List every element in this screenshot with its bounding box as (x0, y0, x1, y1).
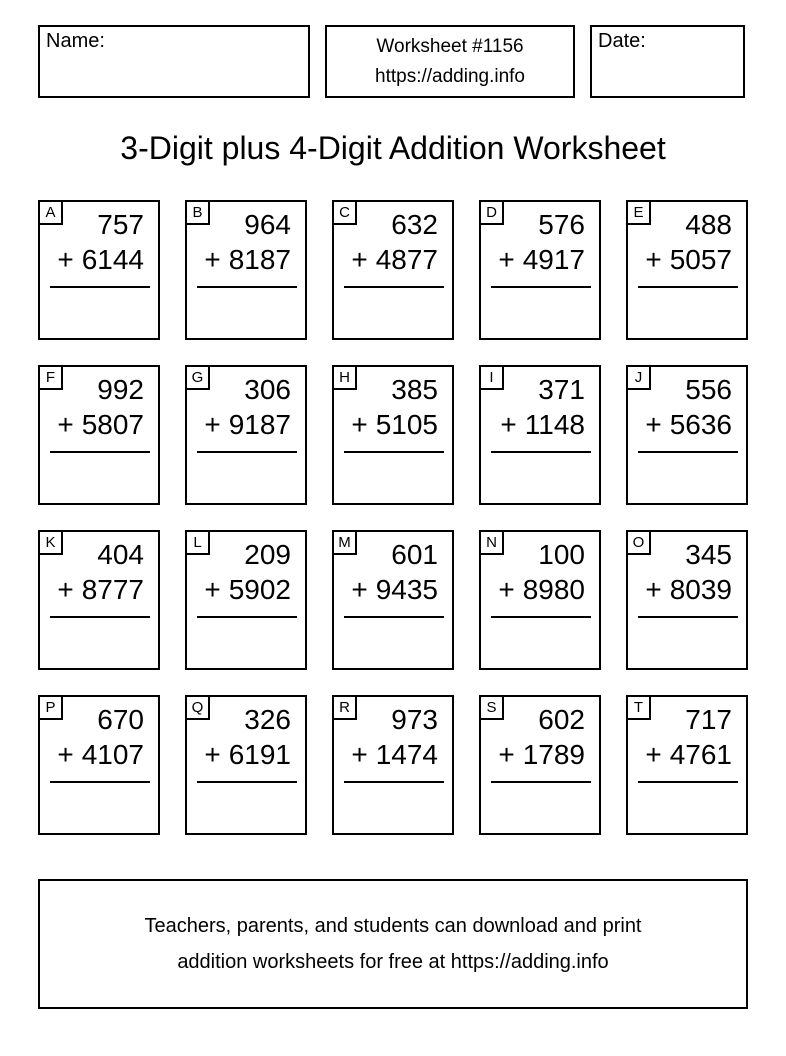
problem-letter-badge: J (628, 367, 651, 390)
plus-operator: + (500, 409, 517, 440)
problem-letter-badge: Q (187, 697, 210, 720)
problem-letter-badge: M (334, 532, 357, 555)
problem-card (38, 365, 160, 505)
problems-grid (38, 200, 748, 835)
answer-space (638, 288, 732, 334)
addend-top: 385 (391, 374, 438, 405)
addend-top: 326 (244, 704, 291, 735)
answer-space (197, 453, 291, 499)
answer-space (344, 288, 438, 334)
answer-space (50, 453, 144, 499)
bottom-addend-row (638, 407, 732, 443)
bottom-addend-row (344, 242, 438, 278)
bottom-addend-row (638, 572, 732, 608)
problem-card (185, 695, 307, 835)
name-label: Name: (46, 30, 105, 52)
answer-space (491, 618, 585, 664)
addend-top: 670 (97, 704, 144, 735)
plus-operator: + (204, 409, 221, 440)
addend-top: 964 (244, 209, 291, 240)
bottom-addend-row (491, 572, 585, 608)
plus-operator: + (351, 574, 368, 605)
plus-operator: + (57, 739, 74, 770)
problem-letter-badge: B (187, 202, 210, 225)
problem-card (626, 530, 748, 670)
problem-letter-badge: H (334, 367, 357, 390)
addend-top: 306 (244, 374, 291, 405)
addend-bottom: 9187 (228, 409, 291, 440)
plus-operator: + (645, 739, 662, 770)
problem-letter-badge: K (40, 532, 63, 555)
problem-card (38, 530, 160, 670)
bottom-addend-row (197, 242, 291, 278)
addend-top: 601 (391, 539, 438, 570)
bottom-addend-row (50, 572, 144, 608)
problem-letter-badge: N (481, 532, 504, 555)
worksheet-number: Worksheet #1156 (376, 35, 524, 57)
problem-card (332, 200, 454, 340)
problem-letter-badge: L (187, 532, 210, 555)
problem-card (185, 200, 307, 340)
addend-bottom: 5105 (375, 409, 438, 440)
problem-card (626, 200, 748, 340)
addend-bottom: 5807 (81, 409, 144, 440)
addend-top: 632 (391, 209, 438, 240)
answer-space (50, 618, 144, 664)
addend-top: 404 (97, 539, 144, 570)
addend-bottom: 5057 (669, 244, 732, 275)
problem-card (38, 695, 160, 835)
answer-space (197, 288, 291, 334)
addend-bottom: 8777 (81, 574, 144, 605)
plus-operator: + (351, 739, 368, 770)
footer-line-1: Teachers, parents, and students can download and print (144, 915, 642, 937)
page-title: 3-Digit plus 4-Digit Addition Worksheet (120, 130, 666, 166)
problem-letter-badge: I (481, 367, 504, 390)
problem-letter-badge: D (481, 202, 504, 225)
problem-card (185, 365, 307, 505)
answer-space (197, 783, 291, 829)
problem-card (626, 695, 748, 835)
problem-card (479, 365, 601, 505)
plus-operator: + (57, 574, 74, 605)
problem-letter-badge: T (628, 697, 651, 720)
addend-bottom: 8039 (669, 574, 732, 605)
plus-operator: + (498, 739, 515, 770)
bottom-addend-row (344, 572, 438, 608)
plus-operator: + (351, 409, 368, 440)
addend-top: 345 (685, 539, 732, 570)
answer-space (491, 453, 585, 499)
plus-operator: + (645, 409, 662, 440)
worksheet-info-box (325, 25, 575, 98)
addend-bottom: 1148 (524, 409, 585, 440)
addend-top: 757 (97, 209, 144, 240)
bottom-addend-row (50, 407, 144, 443)
answer-space (344, 453, 438, 499)
bottom-addend-row (638, 737, 732, 773)
plus-operator: + (57, 409, 74, 440)
problem-card (626, 365, 748, 505)
answer-space (638, 783, 732, 829)
bottom-addend-row (344, 737, 438, 773)
addend-top: 576 (538, 209, 585, 240)
addend-top: 717 (685, 704, 732, 735)
bottom-addend-row (50, 737, 144, 773)
bottom-addend-row (197, 407, 291, 443)
addend-bottom: 5636 (669, 409, 732, 440)
addend-top: 209 (244, 539, 291, 570)
problem-letter-badge: E (628, 202, 651, 225)
problem-card (479, 200, 601, 340)
addend-bottom: 4761 (669, 739, 732, 770)
problem-card (38, 200, 160, 340)
problem-card (185, 530, 307, 670)
problem-letter-badge: O (628, 532, 651, 555)
addend-bottom: 9435 (375, 574, 438, 605)
problem-letter-badge: S (481, 697, 504, 720)
addend-bottom: 5902 (228, 574, 291, 605)
addend-bottom: 6144 (81, 244, 144, 275)
addend-top: 992 (97, 374, 144, 405)
bottom-addend-row (50, 242, 144, 278)
plus-operator: + (498, 574, 515, 605)
answer-space (638, 618, 732, 664)
bottom-addend-row (197, 572, 291, 608)
plus-operator: + (351, 244, 368, 275)
addend-top: 371 (538, 374, 585, 405)
answer-space (638, 453, 732, 499)
answer-space (50, 288, 144, 334)
answer-space (491, 783, 585, 829)
bottom-addend-row (491, 407, 585, 443)
bottom-addend-row (344, 407, 438, 443)
answer-space (50, 783, 144, 829)
problem-letter-badge: C (334, 202, 357, 225)
addend-top: 100 (538, 539, 585, 570)
problem-card (332, 530, 454, 670)
bottom-addend-row (638, 242, 732, 278)
addend-bottom: 4877 (375, 244, 438, 275)
problem-card (479, 695, 601, 835)
problem-letter-badge: F (40, 367, 63, 390)
answer-space (197, 618, 291, 664)
problem-card (332, 695, 454, 835)
plus-operator: + (645, 244, 662, 275)
addend-bottom: 4917 (522, 244, 585, 275)
addend-bottom: 8980 (522, 574, 585, 605)
answer-space (491, 288, 585, 334)
plus-operator: + (204, 574, 221, 605)
addend-top: 488 (685, 209, 732, 240)
worksheet-url: https://adding.info (375, 65, 525, 87)
addend-bottom: 1474 (375, 739, 438, 770)
problem-letter-badge: R (334, 697, 357, 720)
plus-operator: + (57, 244, 74, 275)
addend-top: 973 (391, 704, 438, 735)
date-field-box (590, 25, 745, 98)
footer-note-box (38, 879, 748, 1009)
bottom-addend-row (491, 737, 585, 773)
plus-operator: + (498, 244, 515, 275)
addend-bottom: 6191 (228, 739, 291, 770)
problem-letter-badge: A (40, 202, 63, 225)
bottom-addend-row (197, 737, 291, 773)
problem-card (332, 365, 454, 505)
problem-card (479, 530, 601, 670)
addend-bottom: 4107 (81, 739, 144, 770)
plus-operator: + (204, 244, 221, 275)
addend-bottom: 8187 (228, 244, 291, 275)
problem-letter-badge: P (40, 697, 63, 720)
addend-top: 556 (685, 374, 732, 405)
footer-line-2: addition worksheets for free at https://adding.info (177, 951, 609, 973)
addend-bottom: 1789 (522, 739, 585, 770)
answer-space (344, 783, 438, 829)
answer-space (344, 618, 438, 664)
bottom-addend-row (491, 242, 585, 278)
addend-top: 602 (538, 704, 585, 735)
date-label: Date: (598, 30, 646, 52)
plus-operator: + (645, 574, 662, 605)
name-field-box (38, 25, 310, 98)
problem-letter-badge: G (187, 367, 210, 390)
plus-operator: + (204, 739, 221, 770)
